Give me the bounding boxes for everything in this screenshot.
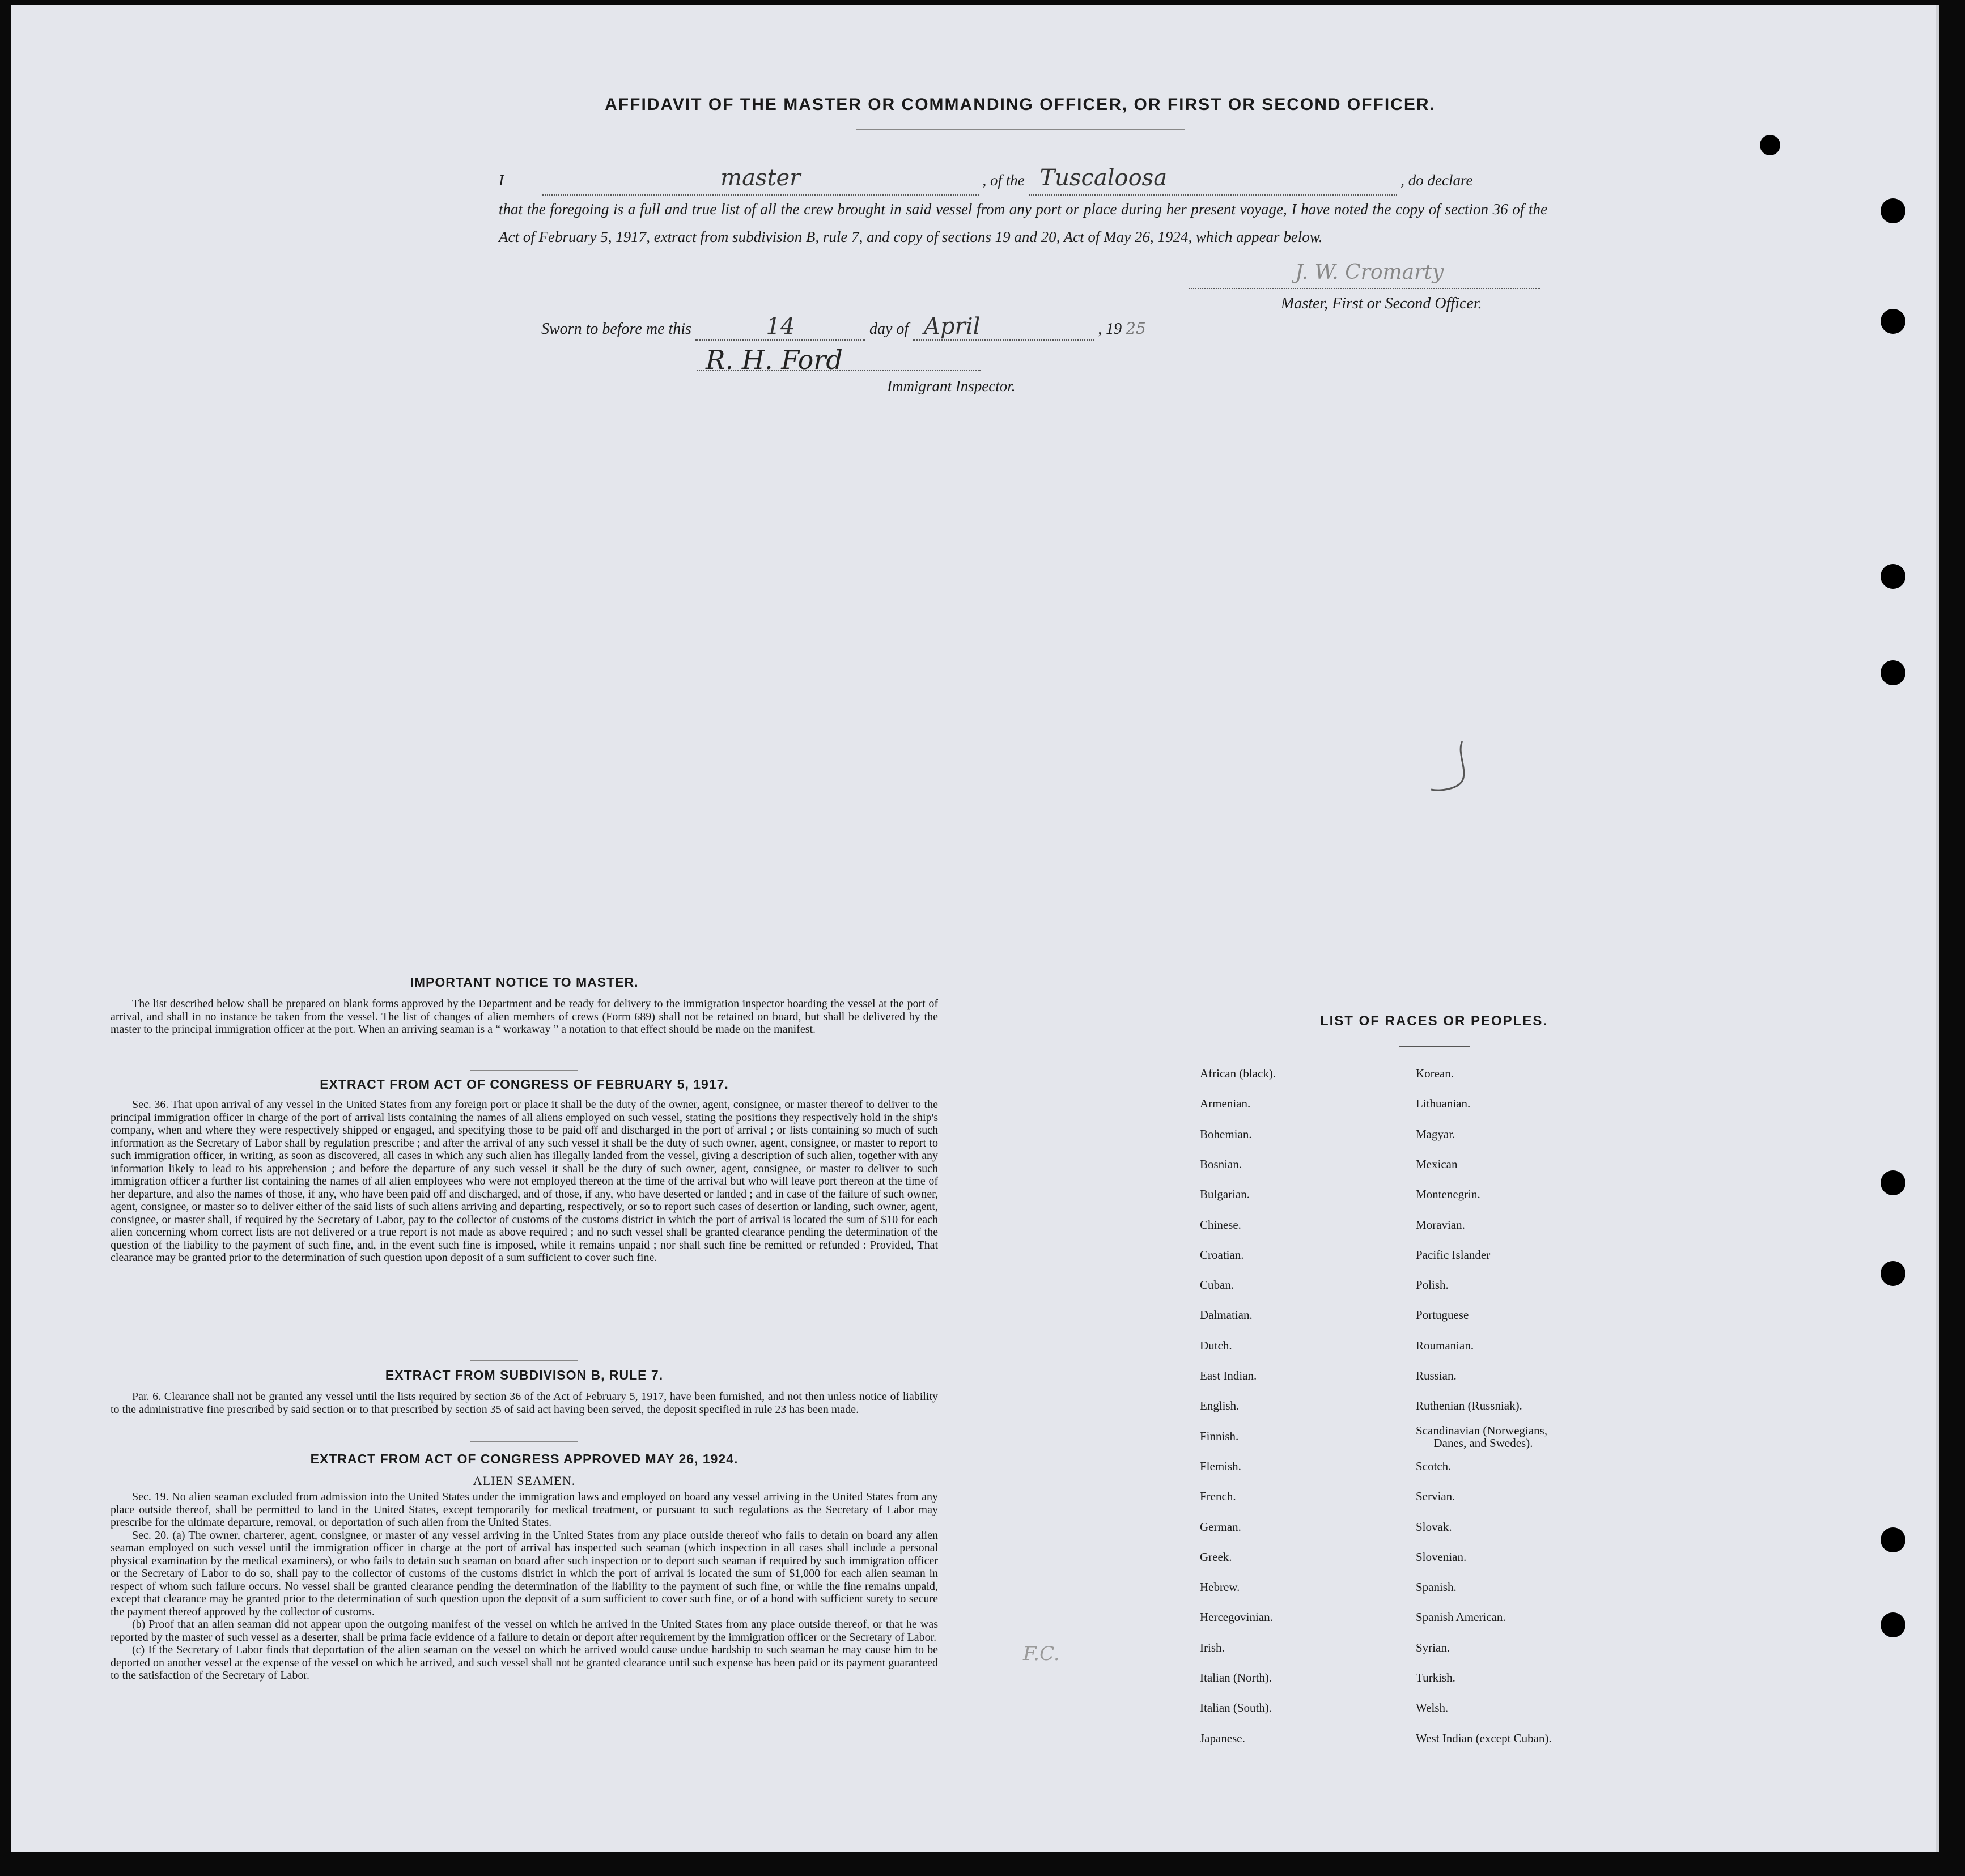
sec20b-text: (b) Proof that an alien seaman did not appear upon the outgoing manifest of the vessel on which he arrived in the United States from any place outside thereof, or that he was reported by the master of such vessel as a deserter, shall be prima facie evidence of a failure to detain or deport after requirement by the immigration officer or the Secretary of Labor. <box>111 1618 938 1644</box>
race-item: Greek. <box>1200 1550 1232 1564</box>
binder-hole <box>1881 198 1905 223</box>
race-item: Portuguese <box>1416 1308 1469 1322</box>
race-item: Slovak. <box>1416 1520 1452 1534</box>
binder-hole <box>1881 564 1905 589</box>
race-item: Flemish. <box>1200 1459 1241 1473</box>
sworn-line <box>541 313 1146 341</box>
section-rule <box>470 1441 578 1442</box>
binder-hole <box>1881 1527 1905 1552</box>
race-item: Polish. <box>1416 1278 1449 1292</box>
race-item: Mexican <box>1416 1157 1458 1171</box>
race-item: Dalmatian. <box>1200 1308 1253 1322</box>
margin-initials: F.C. <box>1023 1642 1060 1665</box>
section-rule <box>470 1360 578 1361</box>
race-item: Turkish. <box>1416 1671 1455 1684</box>
document-page <box>11 5 1939 1852</box>
race-item: Spanish. <box>1416 1580 1457 1594</box>
i-label: I <box>499 172 504 189</box>
race-item: Russian. <box>1416 1369 1457 1382</box>
sec20a-text: Sec. 20. (a) The owner, charterer, agent, consignee, or master of any vessel arriving in the United States from any place outside thereof who fails to detain on board any alien seaman employed on such vessel until the immigration officer in charge at the port of arrival has inspected such seaman (which inspection in all cases shall include a personal physical examination by the medical examiners), or who fails to detain such seaman on board after such inspection or to deport such seaman if required by such immigration officer or the Secretary of Labor to do so, shall pay to the collector of customs of the customs district in which the port of arrival is located the sum of $1,000 for each alien seaman in respect of whom such failure occurs. No vessel shall be granted clearance pending the determination of the liability to the payment of such fine, or while the fine remains unpaid, except that clearance may be granted prior to the determination of such question upon the deposit of a sum sufficient to cover such fine, or of a bond with sufficient surety to secure the payment thereof approved by the collector of customs. <box>111 1529 938 1618</box>
sec19-text: Sec. 19. No alien seaman excluded from admission into the United States under the immigration laws and employed on board any vessel arriving in the United States from any place outside thereof, shall be permitted to land in the United States, except temporarily for medical treatment, or pursuant to such regulations as the Secretary of Labor may prescribe for the ultimate departure, removal, or deportation of such alien from the United States. <box>111 1491 938 1529</box>
race-item: East Indian. <box>1200 1369 1257 1382</box>
race-item: West Indian (except Cuban). <box>1416 1731 1552 1745</box>
race-item: Scandinavian (Norwegians, Danes, and Swedes). <box>1416 1423 1548 1450</box>
extract-rule7-text: Par. 6. Clearance shall not be granted any vessel until the lists required by section 36 of the Act of February 5, 1917, have been furnished, and not then unless notice of liability to the administrative fine prescribed by said section or to that prescribed by section 35 of said act having been served, the deposit specified in rule 23 has been made. <box>111 1390 938 1416</box>
race-item: Welsh. <box>1416 1701 1449 1715</box>
binder-hole <box>1881 660 1905 685</box>
extract-rule7-heading: EXTRACT FROM SUBDIVISON B, RULE 7. <box>385 1368 664 1382</box>
sworn-month-handwriting: April <box>924 313 981 339</box>
year-handwriting: 25 <box>1126 319 1146 338</box>
race-item: Lithuanian. <box>1416 1097 1471 1111</box>
title-rule <box>856 129 1185 130</box>
race-item: Croatian. <box>1200 1247 1244 1262</box>
notice-heading: IMPORTANT NOTICE TO MASTER. <box>410 975 639 990</box>
name-handwriting: master <box>720 165 801 191</box>
race-item: Montenegrin. <box>1416 1187 1480 1202</box>
race-item: Finnish. <box>1200 1429 1239 1443</box>
race-item: Bohemian. <box>1200 1127 1252 1141</box>
race-item: Moravian. <box>1416 1217 1465 1232</box>
extract-1917-text: Sec. 36. That upon arrival of any vessel in the United States from any foreign port or place it shall be the duty of the owner, agent, consignee, or master thereof to deliver to the principal immigration officer in charge of the port of arrival lists containing the names of all aliens employed on such vessel, stating the positions they respectively hold in the ship's company, when and where they were respectively shipped or engaged, and specifying those to be paid off and discharged in the port of arrival ; or lists containing so much of such information as the Secretary of Labor shall by regulation prescribe ; and after the arrival of any such vessel it shall be the duty of such owner, agent, consignee, or master to report to such immigration officer, in writing, as soon as discovered, all cases in which any such alien has illegally landed from the vessel, giving a description of such alien, together with any information likely to lead to his apprehension ; and before the departure of any such vessel it shall be the duty of such owner, agent, consignee, or master to deliver to such immigration officer a further list containing the names of all alien employees who were not employed thereon at the time of the arrival but who will leave port thereon at the time of her departure, and also the names of those, if any, who have been paid off and discharged, and of those, if any, who have deserted or landed ; and in case of the failure of such owner, agent, consignee, or master so to deliver either of the said lists of such aliens arriving and departing, respectively, or so to report such cases of desertion or landing, such owner, agent, consignee, or master shall, if required by the Secretary of Labor, pay to the collector of customs of the customs district in which the port of arrival is located the sum of $10 for each alien concerning whom correct lists are not delivered or a true report is not made as above required ; and no such vessel shall be granted clearance pending the determination of the question of the liability to the payment of such fine, and, in the event such fine is imposed, while it remains unpaid ; nor shall such fine be remitted or refunded : Provided, That clearance may be granted prior to the determination of such question upon deposit of a sum sufficient to cover such fine. <box>111 1098 938 1264</box>
race-item: Italian (North). <box>1200 1671 1272 1684</box>
extract-rule7-block <box>111 1390 938 1416</box>
race-item: Servian. <box>1416 1489 1455 1504</box>
race-item: Italian (South). <box>1200 1701 1272 1715</box>
race-item: Japanese. <box>1200 1731 1245 1745</box>
race-item: Dutch. <box>1200 1338 1232 1352</box>
of-the-label: , of the <box>982 172 1025 189</box>
race-item: Armenian. <box>1200 1097 1251 1111</box>
name-field <box>542 164 979 196</box>
race-item: Pacific Islander <box>1416 1247 1491 1262</box>
race-item: Bulgarian. <box>1200 1187 1250 1202</box>
signature-line <box>1189 288 1540 289</box>
race-item: Syrian. <box>1416 1640 1450 1654</box>
section-rule <box>470 1070 578 1071</box>
extract-1917-heading: EXTRACT FROM ACT OF CONGRESS OF FEBRUARY 5, 1917. <box>320 1077 729 1092</box>
alien-seamen-subheading: ALIEN SEAMEN. <box>473 1474 576 1488</box>
race-item: Slovenian. <box>1416 1550 1467 1564</box>
race-item: Cuban. <box>1200 1278 1234 1292</box>
signature-label: Master, First or Second Officer. <box>1281 295 1482 312</box>
sworn-month-field <box>913 313 1094 341</box>
affidavit-title: AFFIDAVIT OF THE MASTER OR COMMANDING OFFICER, OR FIRST OR SECOND OFFICER. <box>605 95 1436 114</box>
race-item: Hercegovinian. <box>1200 1610 1273 1624</box>
sec20c-text: (c) If the Secretary of Labor finds that deportation of the alien seaman on the vessel on which he arrived would cause undue hardship to such seaman he may cause him to be deported on another vessel at the expense of the vessel on which he arrived, and such vessel shall not be granted clearance until such expense has been paid or its payment guaranteed to the satisfaction of the Secretary of Labor. <box>111 1644 938 1682</box>
sworn-label: Sworn to before me this <box>541 320 691 338</box>
declare-label: , do declare <box>1400 172 1473 189</box>
race-item: Irish. <box>1200 1640 1225 1654</box>
races-heading: LIST OF RACES OR PEOPLES. <box>1319 1013 1548 1029</box>
inspector-label: Immigrant Inspector. <box>887 377 1016 394</box>
race-item: French. <box>1200 1489 1236 1504</box>
race-item: Magyar. <box>1416 1127 1455 1141</box>
sworn-day-handwriting: 14 <box>766 313 795 339</box>
day-of-label: day of <box>869 320 909 338</box>
races-rule <box>1399 1046 1470 1047</box>
inspector-signature: R. H. Ford <box>706 345 843 375</box>
race-item: Bosnian. <box>1200 1157 1242 1171</box>
race-item: Roumanian. <box>1416 1338 1474 1352</box>
binder-hole <box>1881 1170 1905 1195</box>
extract-1924-block <box>111 1491 938 1682</box>
notice-text-block <box>111 998 938 1036</box>
race-item: Chinese. <box>1200 1217 1241 1232</box>
notice-text: The list described below shall be prepared on blank forms approved by the Department and be ready for delivery to the immigration inspector boarding the vessel at the port of arrival, and shall in no instance be taken from the vessel. The list of changes of alien members of crews (Form 689) shall not be retained on board, but shall be delivered by the master to the principal immigration officer at the port. When an arriving seaman is a “ workaway ” a notation to that effect should be made on the manifest. <box>111 998 938 1035</box>
vessel-field <box>1029 164 1397 196</box>
vessel-handwriting: Tuscaloosa <box>1039 165 1168 191</box>
declaration-body: that the foregoing is a full and true list of all the crew brought in said vessel from any port or place during her present voyage, I have noted the copy of section 36 of the Act of February 5, 1917, extract from subdivision B, rule 7, and copy of sections 19 and 20, Act of May 26, 1924, which appear below. <box>499 201 1547 245</box>
race-item: Korean. <box>1416 1067 1454 1080</box>
year-label: , 19 <box>1098 320 1122 338</box>
master-signature: J. W. Cromarty <box>1295 261 1444 284</box>
race-item: Scotch. <box>1416 1459 1452 1473</box>
pencil-mark <box>1428 736 1474 798</box>
race-item: German. <box>1200 1520 1241 1534</box>
inspector-line <box>697 370 981 371</box>
declaration-block <box>499 164 1547 251</box>
binder-hole <box>1881 309 1905 334</box>
race-item: Ruthenian (Russniak). <box>1416 1399 1522 1413</box>
race-item: African (black). <box>1200 1067 1276 1080</box>
binder-hole <box>1881 1261 1905 1286</box>
race-item: English. <box>1200 1399 1240 1413</box>
binder-hole <box>1881 1612 1905 1637</box>
race-item: Spanish American. <box>1416 1610 1506 1624</box>
extract-1917-block <box>111 1098 938 1264</box>
binder-hole <box>1760 135 1780 155</box>
extract-1924-heading: EXTRACT FROM ACT OF CONGRESS APPROVED MAY 26, 1924. <box>310 1451 739 1466</box>
race-item: Hebrew. <box>1200 1580 1240 1594</box>
sworn-day-field <box>695 313 865 341</box>
